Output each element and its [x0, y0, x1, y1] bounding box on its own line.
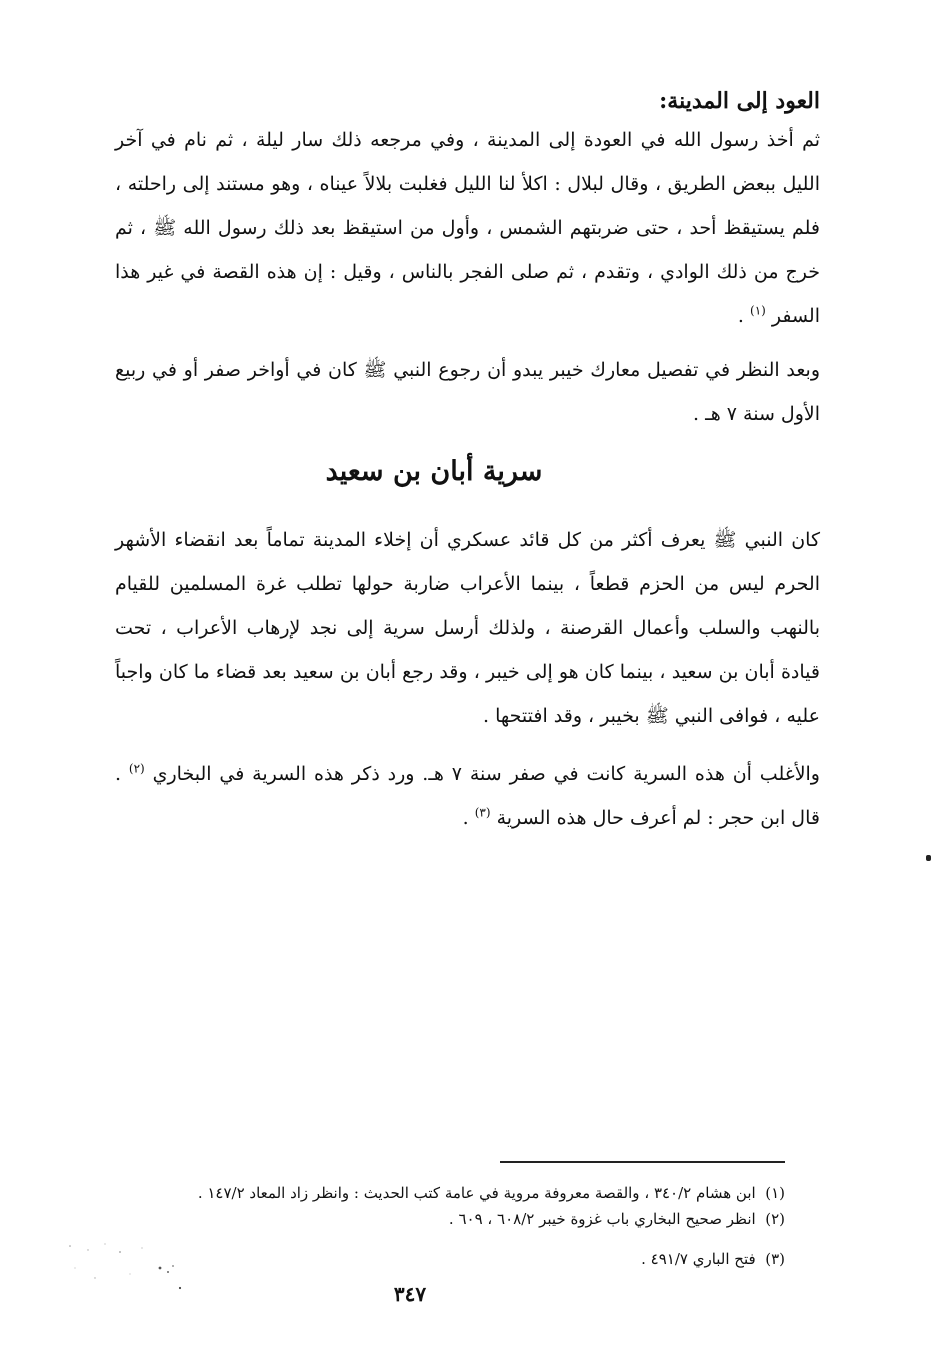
margin-ink-mark [926, 855, 931, 861]
footnote-number: (١) [765, 1184, 785, 1202]
page-number: ٣٤٧ [393, 1282, 427, 1306]
footnote-item [125, 1246, 785, 1272]
footnote-item [125, 1206, 785, 1232]
paragraph-return-journey [115, 118, 820, 338]
footnote-item [125, 1180, 785, 1206]
paragraph-end: . [462, 807, 475, 829]
footnote-divider [500, 1161, 785, 1163]
footnote-text: ابن هشام ٣٤٠/٢ ، والقصة معروفة مروية في عامة كتب الحديث : وانظر زاد المعاد ١٤٧/٢ . [197, 1184, 756, 1202]
paragraph-text: . قال ابن حجر : لم أعرف حال هذه السرية [115, 763, 820, 829]
footnote-ref: (١) [750, 303, 766, 318]
paragraph-expedition-date [115, 752, 820, 840]
section-heading-return-to-medina: العود إلى المدينة: [659, 88, 820, 114]
footnote-number: (٣) [765, 1250, 785, 1268]
paragraph-aban-expedition: كان النبي ﷺ يعرف أكثر من كل قائد عسكري أن إخلاء المدينة تماماً بعد انقضاء الأشهر الحرم ليس من الحزم قطعاً ، بينما الأعراب ضاربة حولها تطلب غرة المسلمين للقيام بالنهب والسلب وأعمال القرصنة ، ولذلك أرسل سرية إلى نجد لإرهاب الأعراب ، تحت قيادة أبان بن سعيد ، بينما كان هو إلى خيبر ، وقد رجع أبان بن سعيد بعد قضاء ما كان واجباً عليه ، فوافى النبي ﷺ بخيبر ، وقد افتتحها . [115, 529, 820, 727]
scan-noise-specks [60, 1238, 200, 1298]
paragraph-text: ثم أخذ رسول الله في العودة إلى المدينة ، وفي مرجعه ذلك سار ليلة ، ثم نام في آخر الليل ببعض الطريق ، وقال لبلال : اكلأ لنا الليل فغلبت بلالاً عيناه ، وهو مستند إلى راحلته ، فلم يستيقظ أحد ، حتى ضربتهم الشمس ، وأول من استيقظ بعد ذلك رسول الله ﷺ ، ثم خرج من ذلك الوادي ، وتقدم ، ثم صلى الفجر بالناس ، وقيل : إن هذه القصة في غير هذا السفر [115, 129, 820, 327]
footnote-number: (٢) [765, 1210, 785, 1228]
footnote-ref: (٢) [128, 761, 145, 776]
paragraph-text: والأغلب أن هذه السرية كانت في صفر سنة ٧ هـ. ورد ذكر هذه السرية في البخاري [152, 763, 820, 785]
footnote-ref: (٣) [474, 805, 491, 820]
paragraph-end: . [737, 305, 750, 327]
footnotes [125, 1180, 785, 1272]
paragraph-return-date: وبعد النظر في تفصيل معارك خيبر يبدو أن رجوع النبي ﷺ كان في أواخر صفر أو في ربيع الأول سنة ٧ هـ . [115, 359, 820, 425]
footnote-text: انظر صحيح البخاري باب غزوة خيبر ٦٠٨/٢ ، ٦٠٩ . [448, 1210, 756, 1228]
section-title-aban-expedition: سرية أبان بن سعيد [325, 456, 543, 487]
footnote-text: فتح الباري ٤٩١/٧ . [641, 1250, 756, 1268]
